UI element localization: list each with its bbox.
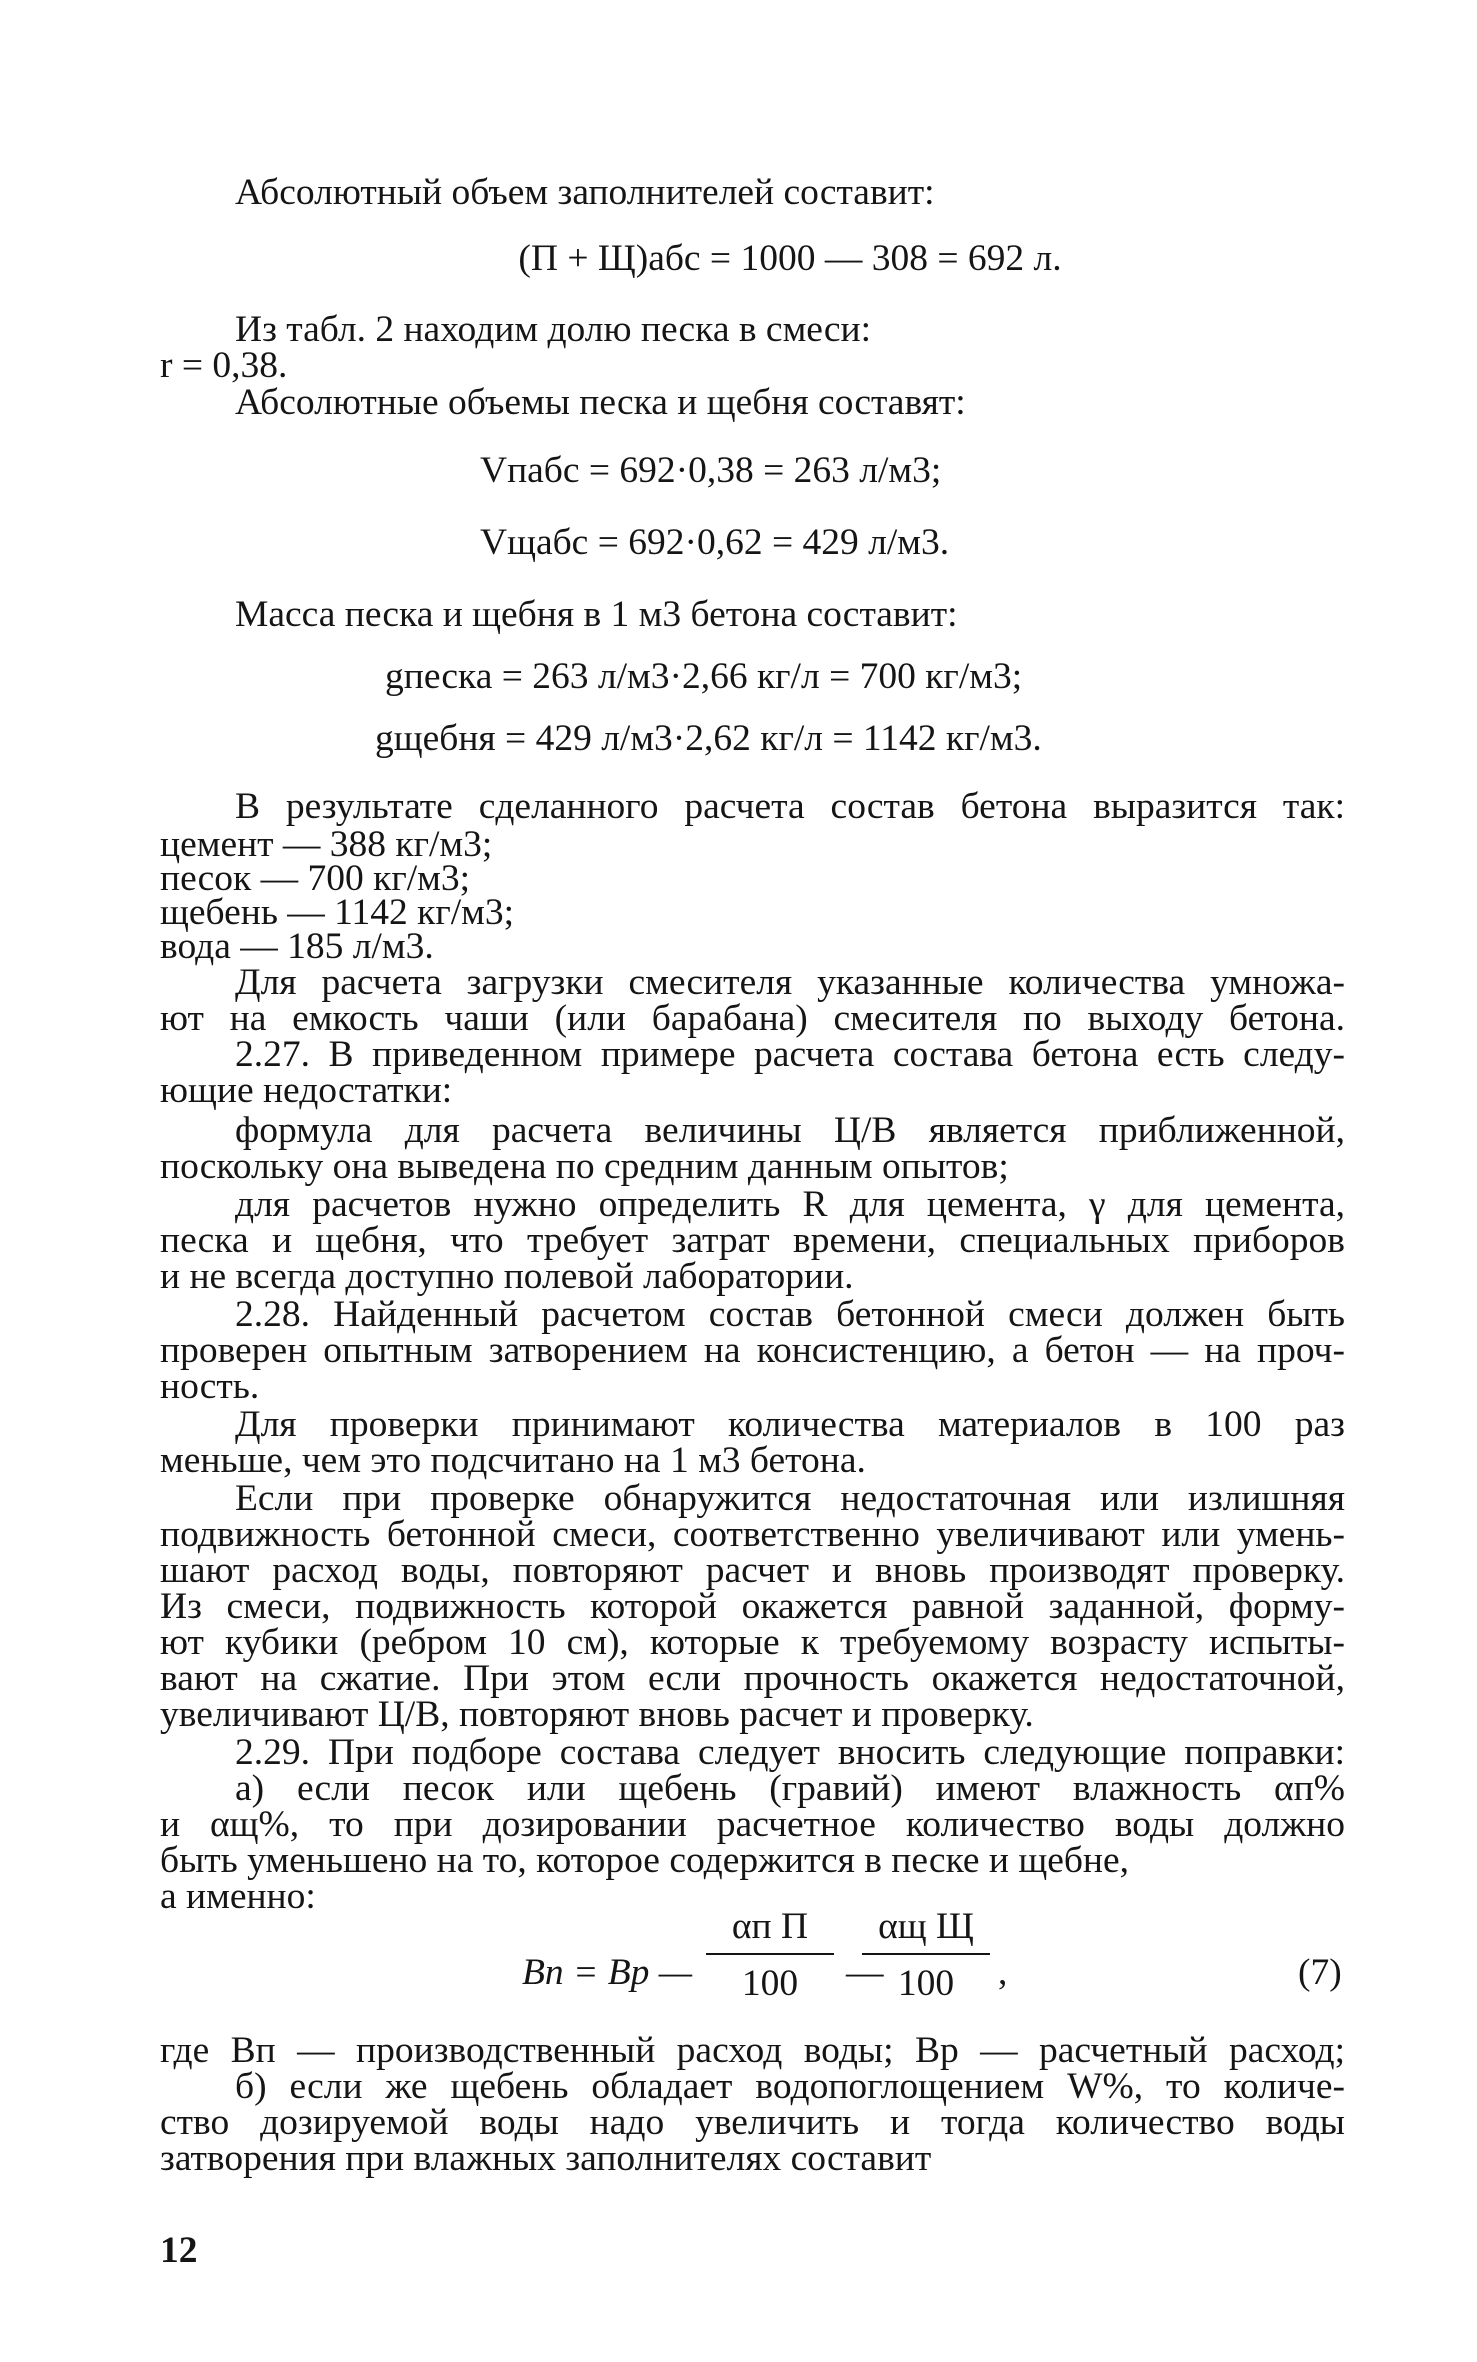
text-line: Если при проверке обнаружится недостаточная или излишняя [235, 1478, 1345, 1519]
fraction-numerator: αщ Щ [878, 1906, 974, 1947]
text-line: 2.29. При подборе состава следует вносить следующие поправки: [235, 1732, 1345, 1773]
text-line: Для проверки принимают количества материалов в 100 раз [235, 1404, 1345, 1445]
text-line: песка и щебня, что требует затрат времени, специальных приборов [160, 1220, 1345, 1261]
formula-line: Vпабс = 692·0,38 = 263 л/м3; [480, 450, 942, 491]
text-line: песок — 700 кг/м3; [160, 858, 471, 899]
text-line: меньше, чем это подсчитано на 1 м3 бетона. [160, 1440, 866, 1481]
text-line: Абсолютный объем заполнителей составит: [235, 172, 935, 213]
text-line: ют на емкость чаши (или барабана) смесителя по выходу бетона. [160, 998, 1345, 1039]
text-line: Из смеси, подвижность которой окажется равной заданной, форму- [160, 1586, 1345, 1627]
text-line: и не всегда доступно полевой лаборатории. [160, 1256, 854, 1297]
text-line: r = 0,38. [160, 345, 288, 386]
text-line: вают на сжатие. При этом если прочность окажется недостаточной, [160, 1658, 1345, 1699]
formula-line: gпеска = 263 л/м3·2,66 кг/л = 700 кг/м3; [385, 656, 1023, 697]
fraction-numerator: αп П [731, 1906, 809, 1947]
formula-lhs: Вп = Вр — [522, 1952, 693, 1993]
text-line: а) если песок или щебень (гравий) имеют влажность αп% [235, 1768, 1345, 1809]
fraction-bar [706, 1953, 834, 1955]
equation-number: (7) [1298, 1952, 1342, 1993]
text-line: а именно: [160, 1876, 316, 1917]
text-line: проверен опытным затворением на консистенцию, а бетон — на проч- [160, 1330, 1345, 1371]
text-line: б) если же щебень обладает водопоглощением W%, то количе- [235, 2066, 1345, 2107]
text-line: где Вп — производственный расход воды; Вр — расчетный расход; [160, 2030, 1345, 2071]
fraction-gravel [862, 1906, 990, 2005]
text-line: щебень — 1142 кг/м3; [160, 892, 515, 933]
formula-minus: — [846, 1952, 884, 1993]
fraction-denominator: 100 [741, 1963, 799, 2005]
text-line: поскольку она выведена по средним данным опытов; [160, 1146, 1009, 1187]
text-line: шают расход воды, повторяют расчет и вновь производят проверку. [160, 1550, 1345, 1591]
text-line: 2.27. В приведенном примере расчета состава бетона есть следу- [235, 1034, 1345, 1075]
text-line: ют кубики (ребром 10 см), которые к требуемому возрасту испыты- [160, 1622, 1345, 1663]
text-line: Из табл. 2 находим долю песка в смеси: [235, 309, 872, 350]
text-line: подвижность бетонной смеси, соответственно увеличивают или умень- [160, 1514, 1345, 1555]
text-line: быть уменьшено на то, которое содержится в песке и щебне, [160, 1840, 1130, 1881]
text-line: формула для расчета величины Ц/В является приближенной, [235, 1110, 1345, 1151]
text-line: цемент — 388 кг/м3; [160, 824, 493, 865]
text-line: и αщ%, то при дозировании расчетное количество воды должно [160, 1804, 1345, 1845]
text-line: ство дозируемой воды надо увеличить и тогда количество воды [160, 2102, 1345, 2143]
text-line: затворения при влажных заполнителях составит [160, 2138, 932, 2179]
text-line: Абсолютные объемы песка и щебня составят: [235, 382, 966, 423]
formula-line: gщебня = 429 л/м3·2,62 кг/л = 1142 кг/м3. [375, 718, 1042, 759]
page-number: 12 [160, 2230, 198, 2271]
text-line: Для расчета загрузки смесителя указанные количества умножа- [235, 962, 1345, 1003]
formula-line: (П + Щ)абс = 1000 — 308 = 692 л. [518, 238, 1062, 279]
text-line: вода — 185 л/м3. [160, 926, 434, 967]
fraction-bar [862, 1953, 990, 1955]
text-line: В результате сделанного расчета состав бетона выразится так: [235, 786, 1345, 827]
text-line: 2.28. Найденный расчетом состав бетонной смеси должен быть [235, 1294, 1345, 1335]
text-line: ность. [160, 1366, 260, 1407]
formula-line: Vщабс = 692·0,62 = 429 л/м3. [480, 522, 950, 563]
fraction-sand [706, 1906, 834, 2005]
text-line: ющие недостатки: [160, 1070, 453, 1111]
text-line: Масса песка и щебня в 1 м3 бетона составит: [235, 594, 958, 635]
fraction-denominator: 100 [897, 1963, 955, 2005]
text-line: увеличивают Ц/В, повторяют вновь расчет и проверку. [160, 1694, 1034, 1735]
formula-comma: , [998, 1952, 1008, 1993]
text-line: для расчетов нужно определить R для цемента, γ для цемента, [235, 1184, 1345, 1225]
